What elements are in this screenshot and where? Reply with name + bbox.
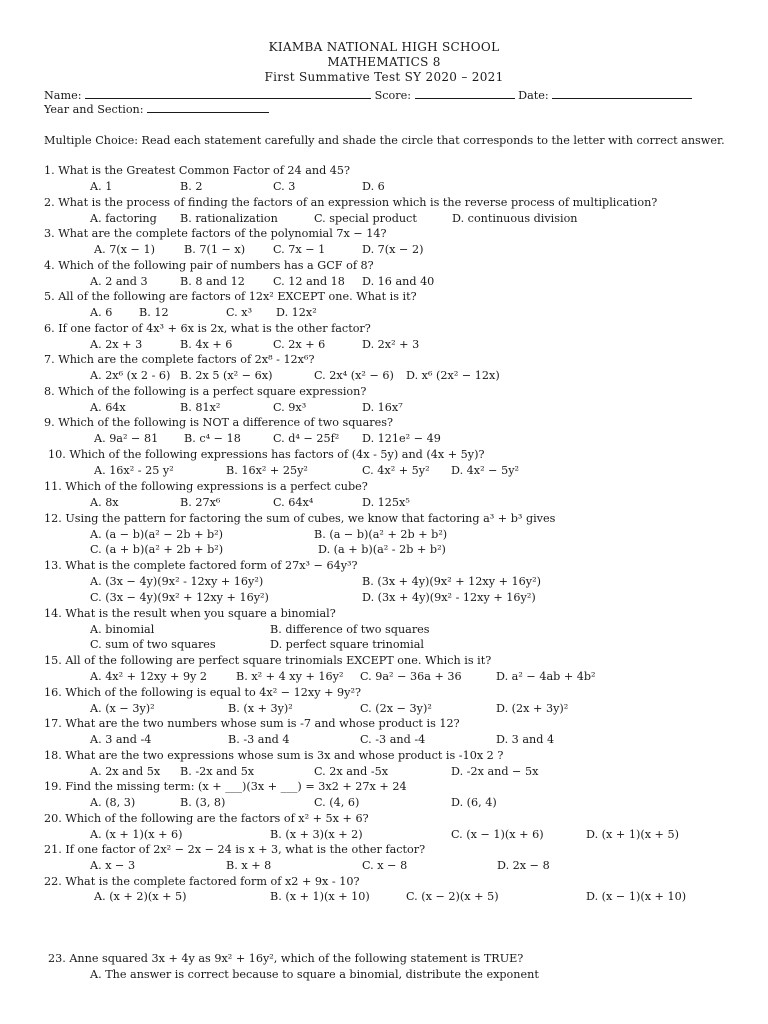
q4-option-b[interactable]: B. 8 and 12 (180, 275, 245, 288)
question-2: 2. What is the process of finding the factors of an expression which is the reverse process of multiplication? (44, 196, 658, 209)
question-11: 11. Which of the following expressions is a perfect cube? (44, 480, 368, 493)
q19-option-b[interactable]: B. (3, 8) (180, 796, 226, 809)
q3-option-b[interactable]: B. 7(1 − x) (184, 243, 246, 256)
q2-option-b[interactable]: B. rationalization (180, 212, 278, 225)
q19-option-a[interactable]: A. (8, 3) (90, 796, 136, 809)
test-title: First Summative Test SY 2020 – 2021 (264, 70, 504, 84)
q22-option-b[interactable]: B. (x + 1)(x + 10) (270, 890, 370, 903)
q20-option-c[interactable]: C. (x − 1)(x + 6) (451, 828, 544, 841)
q12-option-c[interactable]: C. (a + b)(a² + 2b + b²) (90, 543, 224, 556)
q20-option-a[interactable]: A. (x + 1)(x + 6) (90, 828, 183, 841)
q18-option-b[interactable]: B. -2x and 5x (180, 765, 255, 778)
q13-option-b[interactable]: B. (3x + 4y)(9x² + 12xy + 16y²) (362, 575, 541, 588)
q1-option-c[interactable]: C. 3 (273, 180, 296, 193)
name-label: Name: (44, 89, 82, 102)
date-field[interactable] (552, 88, 692, 99)
q14-option-c[interactable]: C. sum of two squares (90, 638, 216, 651)
q1-option-d[interactable]: D. 6 (362, 180, 385, 193)
q11-option-d[interactable]: D. 125x⁵ (362, 496, 410, 509)
q10-option-c[interactable]: C. 4x² + 5y² (362, 464, 430, 477)
question-18: 18. What are the two expressions whose sum is 3x and whose product is -10x 2 ? (44, 749, 504, 762)
q18-option-a[interactable]: A. 2x and 5x (90, 765, 161, 778)
question-22: 22. What is the complete factored form of x2 + 9x - 10? (44, 875, 360, 888)
score-field[interactable] (415, 88, 515, 99)
q22-option-a[interactable]: A. (x + 2)(x + 5) (94, 890, 187, 903)
q7-option-c[interactable]: C. 2x⁴ (x² − 6) (314, 369, 394, 382)
q11-option-a[interactable]: A. 8x (90, 496, 119, 509)
q5-option-b[interactable]: B. 12 (139, 306, 169, 319)
q7-option-b[interactable]: B. 2x 5 (x² − 6x) (180, 369, 273, 382)
q5-option-d[interactable]: D. 12x² (276, 306, 317, 319)
q15-option-c[interactable]: C. 9a² − 36a + 36 (360, 670, 462, 683)
question-21: 21. If one factor of 2x² − 2x − 24 is x + 3, what is the other factor? (44, 843, 426, 856)
q14-option-b[interactable]: B. difference of two squares (270, 623, 430, 636)
q21-option-d[interactable]: D. 2x − 8 (497, 859, 550, 872)
q6-option-b[interactable]: B. 4x + 6 (180, 338, 233, 351)
q18-option-d[interactable]: D. -2x and − 5x (451, 765, 539, 778)
q22-option-d[interactable]: D. (x − 1)(x + 10) (586, 890, 687, 903)
question-3: 3. What are the complete factors of the polynomial 7x − 14? (44, 227, 387, 240)
q14-option-a[interactable]: A. binomial (90, 623, 155, 636)
question-20: 20. Which of the following are the factors of x² + 5x + 6? (44, 812, 369, 825)
q15-option-d[interactable]: D. a² − 4ab + 4b² (496, 670, 596, 683)
q23-option-a[interactable]: A. The answer is correct because to square a binomial, distribute the exponent (90, 968, 539, 981)
q10-option-b[interactable]: B. 16x² + 25y² (226, 464, 308, 477)
q14-option-d[interactable]: D. perfect square trinomial (270, 638, 424, 651)
question-5: 5. All of the following are factors of 12x² EXCEPT one. What is it? (44, 290, 417, 303)
q21-option-b[interactable]: B. x + 8 (226, 859, 272, 872)
q19-option-d[interactable]: D. (6, 4) (451, 796, 497, 809)
q2-option-c[interactable]: C. special product (314, 212, 417, 225)
q9-option-d[interactable]: D. 121e² − 49 (362, 432, 441, 445)
q17-option-b[interactable]: B. -3 and 4 (228, 733, 290, 746)
q15-option-b[interactable]: B. x² + 4 xy + 16y² (236, 670, 344, 683)
q8-option-b[interactable]: B. 81x² (180, 401, 221, 414)
q2-option-d[interactable]: D. continuous division (452, 212, 578, 225)
school-name: KIAMBA NATIONAL HIGH SCHOOL (268, 40, 500, 54)
q21-option-c[interactable]: C. x − 8 (362, 859, 408, 872)
question-19: 19. Find the missing term: (x + ___)(3x + ___) = 3x2 + 27x + 24 (44, 780, 407, 793)
question-7: 7. Which are the complete factors of 2x⁸ - 12x⁶? (44, 353, 315, 366)
q9-option-b[interactable]: B. c⁴ − 18 (184, 432, 241, 445)
name-score-date-row (44, 88, 692, 103)
subject-title: MATHEMATICS 8 (327, 55, 441, 69)
q12-option-a[interactable]: A. (a − b)(a² − 2b + b²) (90, 528, 224, 541)
question-13: 13. What is the complete factored form of 27x³ − 64y³? (44, 559, 358, 572)
q11-option-c[interactable]: C. 64x⁴ (273, 496, 314, 509)
q6-option-c[interactable]: C. 2x + 6 (273, 338, 326, 351)
q3-option-c[interactable]: C. 7x − 1 (273, 243, 326, 256)
q22-option-c[interactable]: C. (x − 2)(x + 5) (406, 890, 499, 903)
q6-option-a[interactable]: A. 2x + 3 (90, 338, 143, 351)
name-field[interactable] (85, 88, 371, 99)
question-6: 6. If one factor of 4x³ + 6x is 2x, what is the other factor? (44, 322, 371, 335)
q7-option-d[interactable]: D. x⁶ (2x² − 12x) (406, 369, 500, 382)
q8-option-d[interactable]: D. 16x⁷ (362, 401, 403, 414)
question-1: 1. What is the Greatest Common Factor of 24 and 45? (44, 164, 351, 177)
q8-option-a[interactable]: A. 64x (90, 401, 126, 414)
section-row (44, 102, 269, 117)
q16-option-d[interactable]: D. (2x + 3y)² (496, 702, 569, 715)
question-8: 8. Which of the following is a perfect square expression? (44, 385, 367, 398)
q12-option-b[interactable]: B. (a − b)(a² + 2b + b²) (314, 528, 448, 541)
q17-option-a[interactable]: A. 3 and -4 (90, 733, 152, 746)
q9-option-c[interactable]: C. d⁴ − 25f² (273, 432, 340, 445)
instructions: Multiple Choice: Read each statement carefully and shade the circle that corresponds to the letter with correct answer. (44, 134, 725, 147)
question-4: 4. Which of the following pair of numbers has a GCF of 8? (44, 259, 374, 272)
q19-option-c[interactable]: C. (4, 6) (314, 796, 360, 809)
q1-option-b[interactable]: B. 2 (180, 180, 203, 193)
q7-option-a[interactable]: A. 2x⁶ (x 2 - 6) (90, 369, 171, 382)
q3-option-a[interactable]: A. 7(x − 1) (94, 243, 155, 256)
q13-option-a[interactable]: A. (3x − 4y)(9x² - 12xy + 16y²) (90, 575, 264, 588)
q1-option-a[interactable]: A. 1 (90, 180, 113, 193)
q4-option-a[interactable]: A. 2 and 3 (90, 275, 148, 288)
q20-option-d[interactable]: D. (x + 1)(x + 5) (586, 828, 679, 841)
q11-option-b[interactable]: B. 27x⁶ (180, 496, 221, 509)
q3-option-d[interactable]: D. 7(x − 2) (362, 243, 424, 256)
q16-option-b[interactable]: B. (x + 3y)² (228, 702, 293, 715)
question-9: 9. Which of the following is NOT a difference of two squares? (44, 416, 393, 429)
test-header (0, 40, 768, 85)
date-label: Date: (518, 89, 549, 102)
section-label: Year and Section: (44, 103, 144, 116)
section-field[interactable] (147, 102, 269, 113)
score-label: Score: (374, 89, 411, 102)
q18-option-c[interactable]: C. 2x and -5x (314, 765, 389, 778)
q15-option-a[interactable]: A. 4x² + 12xy + 9y 2 (90, 670, 208, 683)
q20-option-b[interactable]: B. (x + 3)(x + 2) (270, 828, 363, 841)
question-17: 17. What are the two numbers whose sum is -7 and whose product is 12? (44, 717, 460, 730)
question-12: 12. Using the pattern for factoring the sum of cubes, we know that factoring a³ + b³ gives (44, 512, 556, 525)
q2-option-a[interactable]: A. factoring (90, 212, 157, 225)
q9-option-a[interactable]: A. 9a² − 81 (94, 432, 159, 445)
q21-option-a[interactable]: A. x − 3 (90, 859, 136, 872)
q13-option-c[interactable]: C. (3x − 4y)(9x² + 12xy + 16y²) (90, 591, 269, 604)
q13-option-d[interactable]: D. (3x + 4y)(9x² - 12xy + 16y²) (362, 591, 536, 604)
question-15: 15. All of the following are perfect square trinomials EXCEPT one. Which is it? (44, 654, 492, 667)
q17-option-c[interactable]: C. -3 and -4 (360, 733, 426, 746)
q5-option-a[interactable]: A. 6 (90, 306, 113, 319)
q10-option-a[interactable]: A. 16x² - 25 y² (94, 464, 174, 477)
q6-option-d[interactable]: D. 2x² + 3 (362, 338, 420, 351)
q5-option-c[interactable]: C. x³ (226, 306, 253, 319)
question-14: 14. What is the result when you square a binomial? (44, 607, 336, 620)
q8-option-c[interactable]: C. 9x³ (273, 401, 307, 414)
question-23: 23. Anne squared 3x + 4y as 9x² + 16y², which of the following statement is TRUE? (48, 952, 524, 965)
question-10: 10. Which of the following expressions has factors of (4x - 5y) and (4x + 5y)? (48, 448, 485, 461)
q17-option-d[interactable]: D. 3 and 4 (496, 733, 555, 746)
q10-option-d[interactable]: D. 4x² − 5y² (451, 464, 520, 477)
q12-option-d[interactable]: D. (a + b)(a² - 2b + b²) (318, 543, 446, 556)
q4-option-d[interactable]: D. 16 and 40 (362, 275, 435, 288)
question-16: 16. Which of the following is equal to 4x² − 12xy + 9y²? (44, 686, 361, 699)
q4-option-c[interactable]: C. 12 and 18 (273, 275, 345, 288)
q16-option-c[interactable]: C. (2x − 3y)² (360, 702, 432, 715)
q16-option-a[interactable]: A. (x − 3y)² (90, 702, 155, 715)
